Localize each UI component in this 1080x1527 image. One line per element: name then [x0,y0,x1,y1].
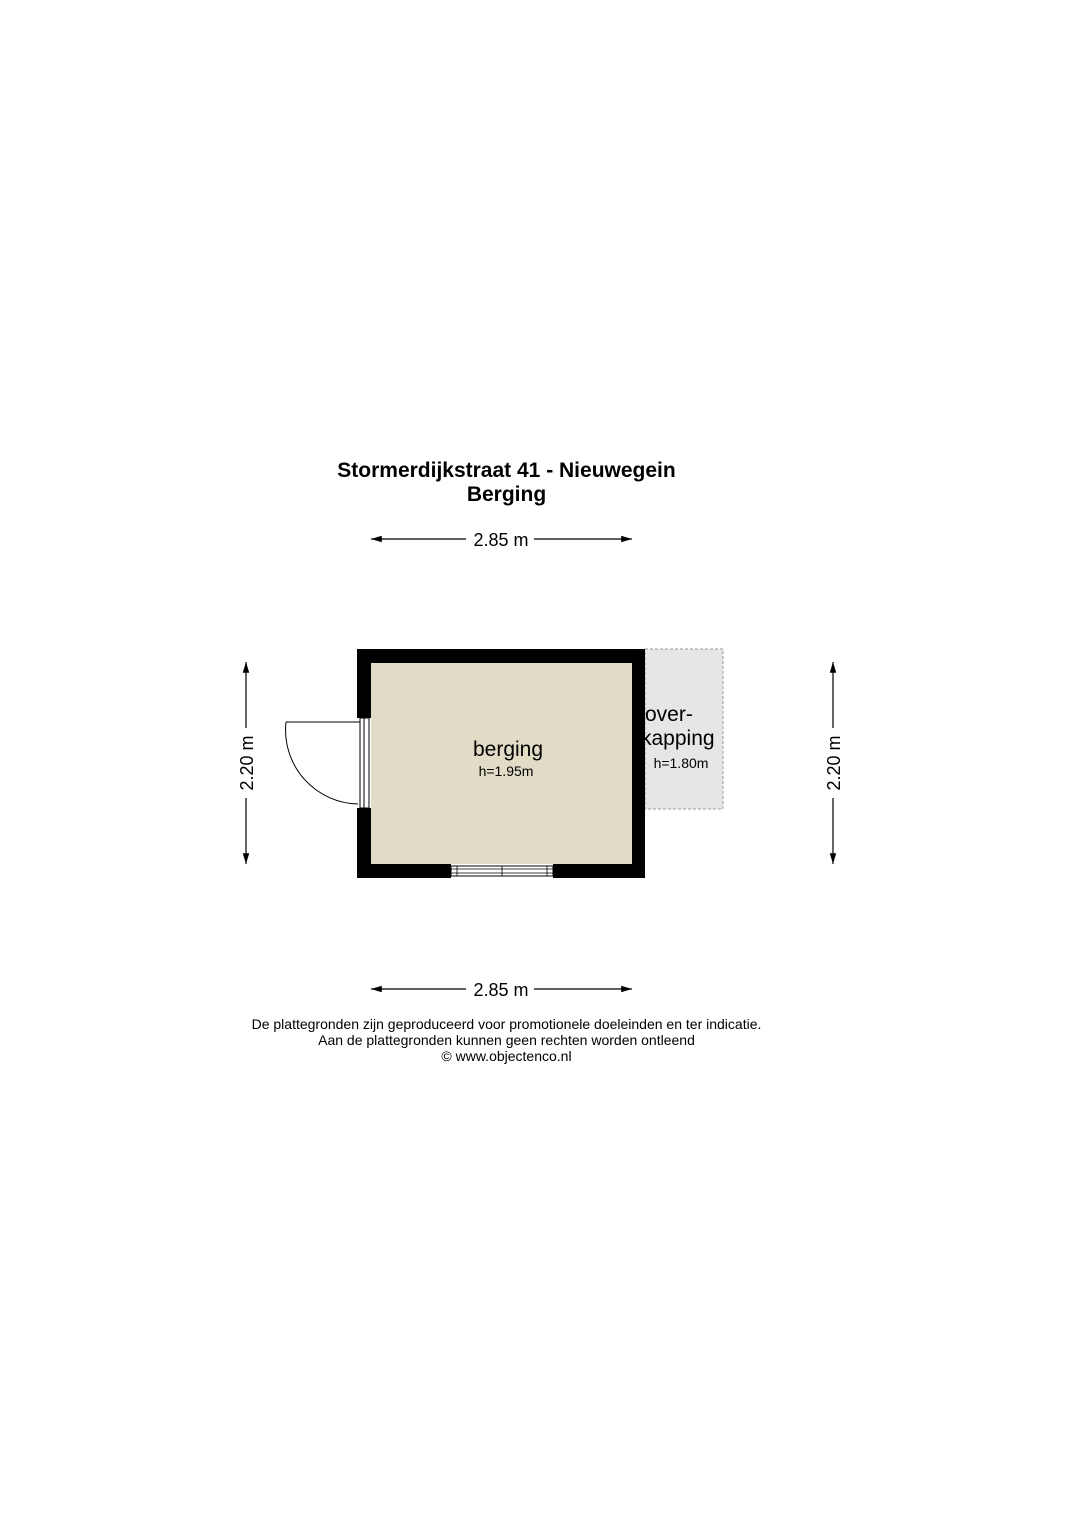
dimension-bottom-label: 2.85 m [473,980,529,1000]
berging-label: berging [472,738,544,761]
overkapping-height: h=1.80m [653,755,709,771]
door [286,718,369,808]
disclaimer-line-2: Aan de plattegronden kunnen geen rechten worden ontleend [318,1032,695,1048]
overkapping-label-line1: over- [645,703,693,726]
dimension-top-label: 2.85 m [473,530,529,550]
dimension-top [371,530,632,550]
page-title: Stormerdijkstraat 41 - Nieuwegein [337,459,676,482]
overkapping-label-line2: kapping [641,727,715,750]
berging-height: h=1.95m [478,763,534,779]
dimension-right [824,662,844,864]
window [451,866,553,876]
disclaimer-line-1: De plattegronden zijn geproduceerd voor promotionele doeleinden en ter indicatie. [251,1016,762,1032]
dimension-bottom [371,980,632,1000]
floor-name: Berging [466,483,547,506]
dimension-left-label: 2.20 m [237,735,257,791]
copyright: © www.objectenco.nl [441,1048,572,1064]
dimension-left [237,662,257,864]
dimension-right-label: 2.20 m [824,735,844,791]
